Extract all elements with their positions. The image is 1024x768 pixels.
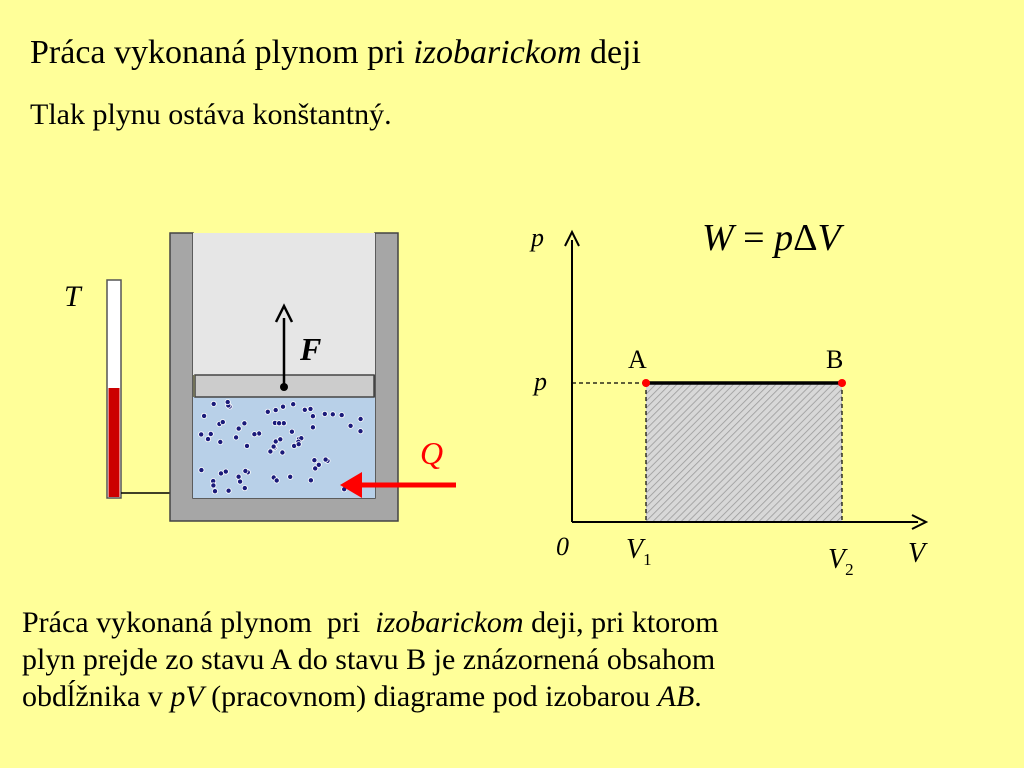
gas-molecule <box>238 479 243 484</box>
gas-molecule <box>208 431 213 436</box>
gas-molecule <box>243 468 248 473</box>
gas-molecule <box>244 443 249 448</box>
gas-molecule <box>211 483 216 488</box>
v1-label-sub: 1 <box>643 550 652 569</box>
gas-molecule <box>280 450 285 455</box>
gas-molecule <box>358 416 363 421</box>
v2-label-sub: 2 <box>845 560 854 579</box>
gas-molecule <box>310 425 315 430</box>
gas-molecule <box>280 404 285 409</box>
gas-molecule <box>291 402 296 407</box>
gas-molecule <box>252 432 257 437</box>
subtitle: Tlak plynu ostáva konštantný. <box>30 98 392 131</box>
pv-diagram <box>565 232 926 529</box>
formula-equals: = <box>733 217 775 259</box>
gas-molecule <box>218 439 223 444</box>
gas-molecule <box>358 429 363 434</box>
v1-label-main: V <box>626 534 644 565</box>
gas-molecule <box>273 408 278 413</box>
gas-molecule <box>277 421 282 426</box>
gas-molecule <box>220 420 225 425</box>
work-area <box>646 383 842 522</box>
desc-text: Práca vykonaná plynom pri <box>22 606 376 639</box>
point-a-marker <box>642 379 650 387</box>
v-axis-label: V <box>908 538 926 569</box>
gas-molecule <box>274 478 279 483</box>
formula-p: p <box>774 217 794 259</box>
gas-molecule <box>236 426 241 431</box>
title-italic: izobarickom <box>413 34 582 71</box>
heat-label: Q <box>420 435 444 471</box>
gas-molecule <box>322 411 327 416</box>
gas-molecule <box>225 400 230 405</box>
desc-text: . <box>694 680 702 713</box>
gas-molecule <box>199 432 204 437</box>
point-b-label: B <box>826 345 844 374</box>
thermometer-mercury <box>109 388 120 497</box>
description-line-1 <box>22 604 1022 641</box>
formula-v: V <box>817 217 841 259</box>
title-text: Práca vykonaná plynom pri <box>30 34 414 71</box>
gas-molecule <box>218 471 223 476</box>
description-line-3 <box>22 678 1022 715</box>
desc-text: (pracovnom) diagrame pod izobarou <box>203 680 658 713</box>
gas-molecule <box>202 413 207 418</box>
desc-text: deji, pri ktorom <box>523 606 719 639</box>
force-origin-dot <box>280 383 288 391</box>
gas-molecule <box>212 489 217 494</box>
title-suffix: deji <box>581 34 641 71</box>
gas-molecule <box>205 437 210 442</box>
desc-italic: AB <box>657 680 695 713</box>
gas-molecule <box>302 407 307 412</box>
desc-italic: pV <box>170 680 204 713</box>
gas-molecule <box>348 423 353 428</box>
gas-molecule <box>265 409 270 414</box>
v1-label <box>626 534 652 569</box>
force-label: F <box>300 331 322 367</box>
gas-molecule <box>289 429 294 434</box>
gas-molecule <box>288 474 293 479</box>
gas-molecule <box>211 401 216 406</box>
thermometer-label: T <box>64 280 81 313</box>
point-b-marker <box>838 379 846 387</box>
p-tick-label: p <box>534 367 547 396</box>
p-axis-label: p <box>531 223 544 252</box>
gas-molecule <box>268 449 273 454</box>
point-a-label: A <box>628 345 647 374</box>
desc-italic: izobarickom <box>375 606 524 639</box>
gas-molecule <box>296 442 301 447</box>
description-line-2: plyn prejde zo stavu A do stavu B je znázornená obsahom <box>22 643 716 676</box>
gas-molecule <box>236 474 241 479</box>
gas-molecule <box>271 444 276 449</box>
gas-molecule <box>308 478 313 483</box>
gas-molecule <box>312 458 317 463</box>
formula-w: W <box>702 217 734 259</box>
v2-label <box>828 544 854 579</box>
gas-molecule <box>310 414 315 419</box>
work-formula <box>702 217 845 259</box>
gas-molecule <box>242 486 247 491</box>
description <box>22 604 1022 715</box>
gas-molecule <box>330 412 335 417</box>
gas-molecule <box>316 462 321 467</box>
gas-molecule <box>278 437 283 442</box>
gas-molecule <box>339 413 344 418</box>
gas-molecule <box>308 406 313 411</box>
gas-molecule <box>226 488 231 493</box>
origin-label: 0 <box>556 532 569 561</box>
gas-molecule <box>323 457 328 462</box>
v2-label-main: V <box>828 544 846 575</box>
desc-text: obdĺžnika v <box>22 680 171 713</box>
formula-delta: Δ <box>793 217 818 259</box>
gas-molecule <box>242 421 247 426</box>
gas-molecule <box>234 435 239 440</box>
gas-molecule <box>199 468 204 473</box>
